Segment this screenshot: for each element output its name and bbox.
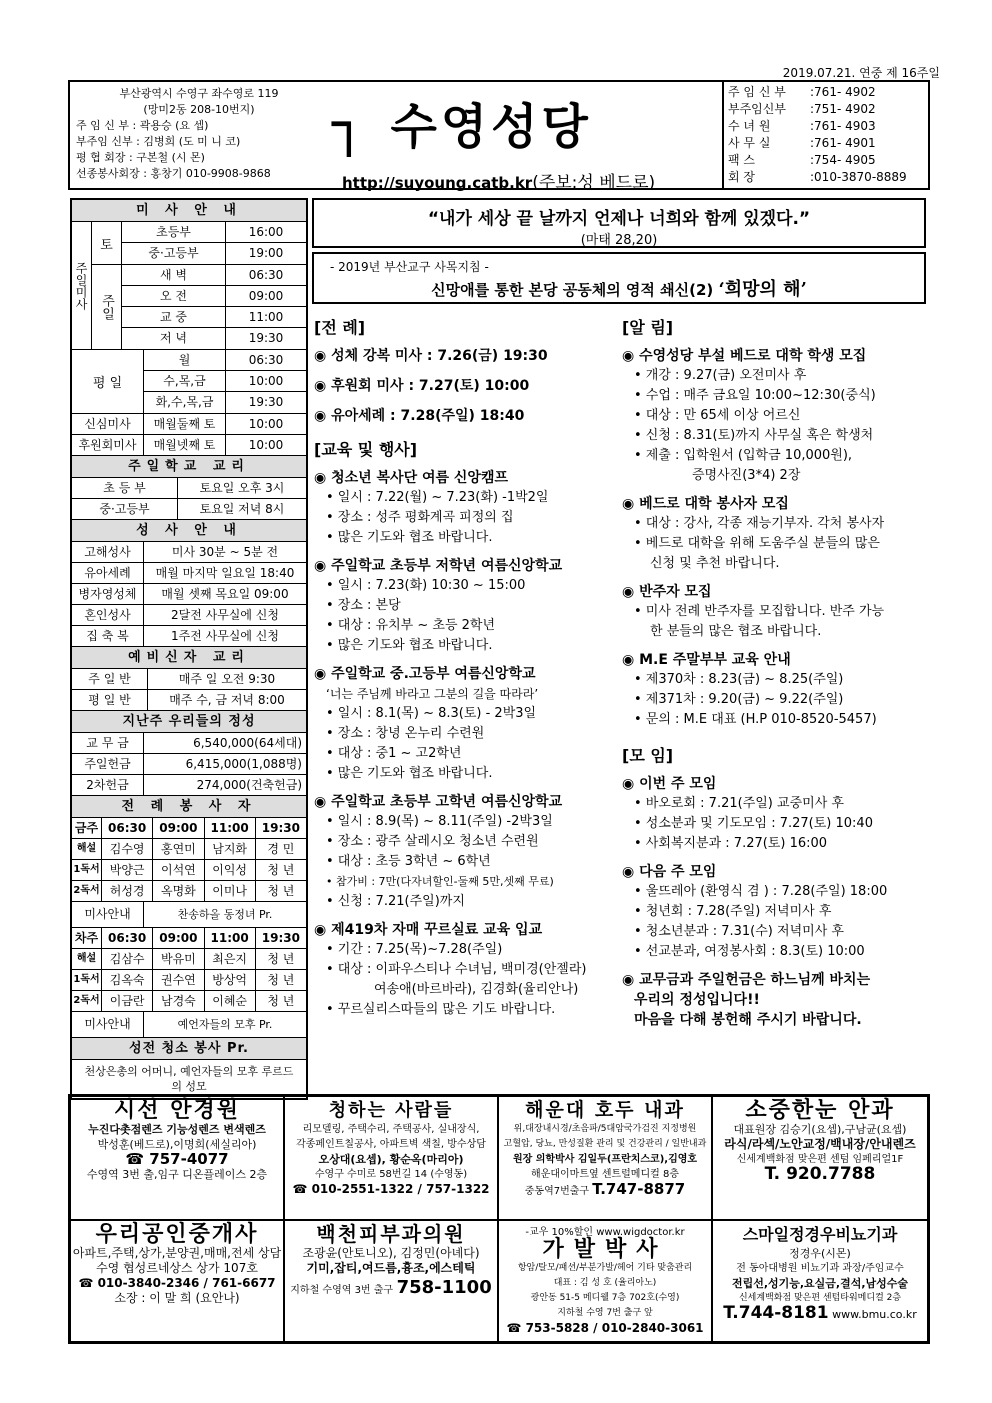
server-name: 이미나 [205, 881, 256, 901]
ad-foot: www.bmu.co.kr [832, 1308, 917, 1321]
notice-line: • 제370차 : 8.23(금) ~ 8.25(주일) [634, 672, 844, 687]
server-time: 09:00 [153, 928, 204, 948]
meeting-line: • 울뜨레아 (환영식 겸 ) : 7.28(주일) 18:00 [634, 884, 888, 899]
edu-title: [교육 및 행사] [314, 440, 418, 459]
motto-accent: ‘희망의 해’ [718, 279, 807, 300]
ad-box [70, 1220, 284, 1342]
offering-amount: 274,000(건축헌금) [196, 778, 302, 792]
notice-line: • 대상 : 만 65세 이상 어르신 [634, 408, 801, 423]
server-name: 남경숙 [153, 991, 204, 1011]
contact-number: 754- 4905 [814, 153, 876, 167]
server-name: 김삼수 [102, 949, 153, 969]
mass-name: 새 벽 [122, 265, 226, 285]
mass-time: 19:30 [248, 331, 284, 345]
server-name: 김수영 [102, 839, 153, 859]
notice-line: • 신청 : 8.31(토)까지 사무실 혹은 학생처 [634, 428, 874, 443]
council-president-line: 평 협 회장 : 구본철 (시 몬) [76, 151, 205, 164]
sunday-label: 주일 [92, 265, 122, 349]
server-time: 06:30 [102, 818, 153, 838]
event-title: ◉ 주일학교 초등부 저학년 여름신앙학교 [314, 558, 563, 574]
mass-time: 16:00 [248, 225, 284, 239]
special-mass-row [72, 435, 306, 456]
event-title: ◉ 주일학교 초등부 고학년 여름신앙학교 [314, 794, 563, 810]
notice-item-title: ◉ 반주자 모집 [622, 584, 712, 600]
ad-phone: ☎ 757-4077 [125, 1150, 229, 1168]
ad-name: 우리공인중개사 [95, 1221, 259, 1247]
sacrament-name: 혼인성사 [72, 605, 144, 625]
ad-name: 해운대 호두 내과 [525, 1099, 685, 1121]
event-title: ◉ 청소년 복사단 여름 신앙캠프 [314, 470, 508, 486]
ad-box [284, 1220, 498, 1342]
class-time: 토요일 저녁 8시 [199, 502, 285, 516]
contact-row: 주 임 신 부 : 761- 4902 [728, 85, 876, 99]
ad-name: 시선 안경원 [114, 1098, 240, 1123]
server-name: 이금란 [102, 991, 153, 1011]
ad-name: 소중한눈 안과 [745, 1098, 895, 1123]
ad-box [712, 1220, 928, 1342]
server-time: 19:30 [261, 931, 300, 945]
server-role: 해설 [72, 839, 102, 859]
notice-line: • 제출 : 입학원서 (입학금 10,000원), [634, 448, 853, 463]
ad-name: 청하는 사람들 [328, 1100, 454, 1121]
contact-list [722, 82, 930, 188]
server-name: 청 년 [267, 863, 295, 877]
ad-line: 박성훈(베드로),이명희(세실리아) [97, 1138, 257, 1151]
server-name: 청 년 [267, 952, 295, 966]
event-line: • 기간 : 7.25(목)~7.28(주일) [326, 942, 503, 957]
sunday-mass-label: 주일미사 [72, 222, 92, 349]
event-line: • 꾸르실리스따들의 많은 기도 바랍니다. [326, 1002, 556, 1017]
ad-line: -교우 10%할인 www.wigdoctor.kr [525, 1227, 685, 1238]
liturgy-item: ◉ 성체 강복 미사 : 7.26(금) 19:30 [314, 348, 548, 364]
sacrament-info: 2달전 사무실에 신청 [170, 608, 279, 622]
ad-line: 지하철 수영 7번 출구 앞 [557, 1308, 653, 1318]
event-line: • 참가비 : 7만(다자녀할인-둘째 5만,셋째 무료) [326, 875, 554, 888]
pastoral-motto [312, 252, 926, 304]
notice-line: • 문의 : M.E 대표 (H.P 010-8520-5457) [634, 712, 877, 727]
server-name: 이익성 [205, 860, 256, 880]
liturgy-item: ◉ 유아세례 : 7.28(주일) 18:40 [314, 408, 525, 424]
special-mass-name: 신심미사 [72, 414, 144, 434]
event-title: ◉ 주일학교 중.고등부 여름신앙학교 [314, 666, 536, 682]
contact-number: 761- 4903 [814, 119, 876, 133]
class-name: 평 일 반 [72, 690, 148, 710]
website[interactable] [342, 168, 655, 193]
event-line: • 많은 기도와 협조 바랍니다. [326, 766, 493, 781]
address-detail: (망미2동 208-10번지) [143, 103, 255, 116]
ad-line: 해운대이마트옆 센트럴메디컬 8층 [531, 1169, 679, 1180]
contact-label: 부주임신부 [728, 102, 786, 116]
ad-box [70, 1096, 284, 1220]
ad-line: 수영구 수미로 58번길 14 (수영동) [314, 1169, 468, 1180]
special-mass-day: 매월둘째 토 [144, 414, 226, 434]
server-name: 청 년 [267, 884, 295, 898]
ad-phone: ☎ 010-3840-2346 / 761-6677 [78, 1276, 276, 1290]
event-line: 여송애(바르바라), 김경화(율리안나) [374, 982, 579, 997]
motto-subtitle: - 2019년 부산교구 사목지침 - [330, 260, 489, 274]
meeting-line: • 사회복지분과 : 7.27(토) 16:00 [634, 836, 828, 851]
server-name: 최은지 [205, 949, 256, 969]
guide-value: 찬송하올 동정녀 Pr. [177, 908, 273, 921]
mass-name: 중·고등부 [122, 243, 226, 264]
sacrament-info: 매월 마지막 일요일 18:40 [155, 566, 295, 580]
special-mass-time: 10:00 [248, 417, 284, 431]
server-name: 권수연 [153, 970, 204, 990]
server-role: 해설 [72, 949, 102, 969]
contact-number: 010-3870-8889 [814, 170, 907, 184]
ad-phone: T.747-8877 [592, 1180, 686, 1198]
event-line: • 많은 기도와 협조 바랍니다. [326, 530, 493, 545]
contact-number: 761- 4902 [814, 85, 876, 99]
meeting-line: • 성소분과 및 기도모임 : 7.27(토) 10:40 [634, 816, 873, 831]
mass-section-title: 미 사 안 내 [72, 200, 306, 222]
server-name: 허성경 [102, 881, 153, 901]
meeting-item-title: ◉ 이번 주 모임 [622, 776, 717, 792]
notice-title: [알 림] [622, 318, 674, 337]
offering-name: 2차헌금 [72, 775, 144, 795]
ad-line: 리모델링, 주택수리, 주택공사, 실내장식, [302, 1124, 480, 1135]
sacrament-name: 유아세례 [72, 563, 144, 583]
quote-reference: (마태 28,20) [580, 233, 658, 248]
notice-item-title: ◉ 베드로 대학 봉사자 모집 [622, 496, 789, 512]
server-name: 경 민 [267, 842, 295, 856]
saturday-label: 토 [92, 222, 122, 264]
ad-line: 원장 의학박사 김일두(프란치스코),김영호 [512, 1154, 698, 1165]
server-name: 박유미 [153, 949, 204, 969]
guide-label: 미사안내 [72, 1012, 144, 1037]
server-role: 1독서 [72, 860, 102, 880]
offering-name: 교 무 금 [72, 733, 144, 753]
contact-label: 수 녀 원 [728, 119, 771, 133]
mass-time: 06:30 [248, 268, 284, 282]
special-mass-name: 후원회미사 [72, 435, 144, 455]
schedule-table [70, 198, 308, 1100]
logo-mark-icon: ┐ [332, 91, 370, 157]
notice-line: • 대상 : 강사, 각종 재능기부자. 각처 봉사자 [634, 516, 885, 531]
sacrament-name: 병자영성체 [72, 584, 144, 604]
mass-time: 19:30 [248, 395, 284, 409]
address-line: 부산광역시 수영구 좌수영로 119 [119, 87, 279, 100]
contact-row: 수 녀 원 : 761- 4903 [728, 119, 876, 133]
ad-line: 정경우(시몬) [789, 1247, 851, 1260]
offering-amount: 6,540,000(64세대) [193, 736, 302, 750]
guide-value: 예언자들의 모후 Pr. [177, 1018, 273, 1031]
event-line: • 많은 기도와 협조 바랍니다. [326, 638, 493, 653]
ad-line: 광안동 51-5 메디웰 7층 702호(수영) [530, 1293, 680, 1303]
ad-line: 수영 협성르네상스 상가 107호 [96, 1261, 258, 1275]
notice-item-title: ◉ M.E 주말부부 교육 안내 [622, 652, 791, 668]
notice-line: 신청 및 추천 바랍니다. [650, 556, 780, 571]
server-name: 청 년 [267, 973, 295, 987]
event-line: • 일시 : 8.1(목) ~ 8.3(토) - 2박3일 [326, 706, 537, 721]
server-name: 김옥숙 [102, 970, 153, 990]
week-label: 금주 [72, 818, 102, 838]
ad-line: 라식/라섹/노안교정/백내장/안내렌즈 [724, 1137, 916, 1151]
weekday-label: 평 일 [72, 350, 144, 413]
contact-row: 팩 스 : 754- 4905 [728, 153, 876, 167]
server-time: 11:00 [205, 928, 256, 948]
event-line: • 장소 : 광주 살레시오 청소년 수련원 [326, 834, 539, 849]
event-line: • 일시 : 7.22(월) ~ 7.23(화) -1박2일 [326, 490, 549, 505]
event-line: ‘너는 주님께 바라고 그분의 길을 따라라’ [326, 687, 539, 701]
ad-line: 전립선,성기능,요실금,결석,남성수술 [731, 1277, 909, 1290]
catechumen-title: 예비신자 교리 [72, 647, 306, 669]
server-role: 2독서 [72, 991, 102, 1011]
sacrament-info: 미사 30분 ~ 5분 전 [171, 545, 279, 559]
cleaning-title: 성전 청소 봉사 Pr. [72, 1038, 306, 1060]
class-name: 중·고등부 [72, 499, 178, 519]
ad-line: 아파트,주택,상가,분양권,매매,전세 상담 [72, 1246, 282, 1260]
contact-label: 주 임 신 부 [728, 85, 786, 99]
pastor-line: 주 임 신 부 : 곽용승 (요 셉) [76, 119, 209, 132]
ad-phone: T.744-8181 [723, 1303, 829, 1323]
right-column [622, 312, 928, 1030]
ad-foot: 소장 : 이 말 희 (요안나) [114, 1291, 240, 1305]
parish-logo [332, 88, 592, 157]
notice-line: • 제371차 : 9.20(금) ~ 9.22(주일) [634, 692, 844, 707]
parish-info [70, 82, 322, 188]
notice-item-title: ◉ 수영성당 부설 베드로 대학 학생 모집 [622, 348, 867, 364]
sacrament-name: 고해성사 [72, 542, 144, 562]
mass-day: 수,목,금 [144, 371, 226, 391]
mass-time: 10:00 [248, 374, 284, 388]
ad-box [712, 1096, 928, 1220]
meeting-title: [모 임] [622, 746, 674, 765]
ad-foot: 수영역 3번 출,임구 디온플레이스 2층 [86, 1168, 268, 1181]
ad-line: 대표원장 김승기(요셉),구남균(요셉) [733, 1123, 907, 1136]
server-name: 박양근 [102, 860, 153, 880]
server-role: 1독서 [72, 970, 102, 990]
event-line: • 일시 : 8.9(목) ~ 8.11(주일) -2박3일 [326, 814, 553, 829]
ad-line: 전 동아대병원 비뇨기과 과장/주임교수 [736, 1263, 904, 1274]
sacrament-info: 1주전 사무실에 신청 [170, 629, 279, 643]
weekday-mass-block [72, 350, 306, 414]
server-name: 홍연미 [153, 839, 204, 859]
mass-name: 오 전 [122, 286, 226, 306]
assistant-pastor-line: 부주임 신부 : 김병희 (도 미 니 코) [76, 135, 241, 148]
patron-saint: (주보:성 베드로) [532, 173, 656, 193]
server-name: 이혜순 [205, 991, 256, 1011]
ads-section [68, 1094, 930, 1344]
server-name: 남지화 [205, 839, 256, 859]
event-line: • 대상 : 유치부 ~ 초등 2학년 [326, 618, 496, 633]
contact-row: 회 장 : 010-3870-8889 [728, 170, 907, 184]
offering-name: 주일헌금 [72, 754, 144, 774]
event-line: • 대상 : 중1 ~ 고2학년 [326, 746, 462, 761]
ad-phone: ☎ 753-5828 / 010-2840-3061 [506, 1321, 704, 1335]
server-name: 옥명화 [153, 881, 204, 901]
contact-label: 사 무 실 [728, 136, 771, 150]
event-line: • 대상 : 초등 3학년 ~ 6학년 [326, 854, 491, 869]
liturgy-item: ◉ 후원회 미사 : 7.27(토) 10:00 [314, 378, 530, 394]
logo-text: 수영성당 [390, 99, 592, 155]
ad-phone: 758-1100 [396, 1277, 492, 1298]
sacrament-name: 집 축 복 [72, 626, 144, 646]
notice-line: • 베드로 대학을 위해 도움주실 분들의 많은 [634, 536, 880, 551]
event-line: • 신청 : 7.21(주일)까지 [326, 894, 465, 909]
ad-line: 중동역7번출구 [524, 1186, 590, 1197]
guide-label: 미사안내 [72, 902, 144, 927]
ad-phone: ☎ 010-2551-1322 / 757-1322 [292, 1182, 490, 1196]
ad-line: 고혈압, 당뇨, 만성질환 관리 및 건강관리 / 일반내과 [503, 1139, 707, 1149]
meeting-item-title: ◉ 교무금과 주일헌금은 하느님께 바치는 [622, 972, 871, 988]
event-line: • 장소 : 성주 평화계곡 피정의 집 [326, 510, 514, 525]
mass-time: 06:30 [248, 353, 284, 367]
ad-line: 기미,잡티,여드름,흉조,에스테틱 [306, 1261, 476, 1275]
ad-line: 오상대(요셉), 황순옥(마리아) [318, 1153, 464, 1166]
ad-box [498, 1096, 712, 1220]
sacrament-info: 매월 셋째 목요일 09:00 [161, 587, 289, 601]
ad-line: 신세계백화점 맞은편 센텀 임페리얼1F [736, 1154, 904, 1165]
special-mass-day: 매월넷째 토 [144, 435, 226, 455]
funeral-service-line: 선종봉사회장 : 홍창기 010-9908-9868 [76, 167, 271, 180]
meeting-line: • 청소년분과 : 7.31(수) 저녁미사 후 [634, 924, 844, 939]
contact-label: 회 장 [728, 170, 755, 184]
mass-time: 11:00 [248, 310, 284, 324]
contact-row: 사 무 실 : 761- 4901 [728, 136, 876, 150]
meeting-line: • 선교분과, 여정봉사회 : 8.3(토) 10:00 [634, 944, 865, 959]
offering-title: 지난주 우리들의 정성 [72, 711, 306, 733]
server-time: 06:30 [102, 928, 153, 948]
ad-box [284, 1096, 498, 1220]
special-mass-row [72, 414, 306, 435]
class-time: 매주 일 오전 9:30 [178, 672, 276, 686]
notice-line: 증명사진(3*4) 2장 [692, 468, 801, 483]
meeting-line: • 청년회 : 7.28(주일) 저녁미사 후 [634, 904, 832, 919]
ad-line: 누진다촛점렌즈 기능성렌즈 변색렌즈 [88, 1123, 266, 1136]
class-time: 토요일 오후 3시 [199, 481, 285, 495]
event-line: • 장소 : 본당 [326, 598, 401, 613]
meeting-line: • 바오로회 : 7.21(주일) 교중미사 후 [634, 796, 844, 811]
liturgy-title: [전 례] [314, 318, 366, 337]
website-url[interactable]: http://suyoung.catb.kr [342, 174, 533, 192]
mass-name: 저 녁 [122, 328, 226, 349]
server-time: 09:00 [153, 818, 204, 838]
ad-name: 스마일정경우비뇨기과 [742, 1225, 898, 1244]
ad-name: 가발박사 [542, 1237, 668, 1262]
ad-line: 조광윤(안토니오), 김정민(아녜다) [302, 1246, 480, 1260]
meeting-line: 우리의 정성입니다!! [634, 992, 760, 1008]
server-name: 청 년 [267, 994, 295, 1008]
issue-date: 2019.07.21. 연중 제 16주일 [782, 66, 940, 80]
quote-text: “내가 세상 끝 날까지 언제나 너희와 함께 있겠다.” [427, 209, 811, 229]
mass-time: 19:00 [248, 246, 284, 260]
notice-line: • 수업 : 매주 금요일 10:00~12:30(중식) [634, 388, 876, 403]
ad-line: 위,대장내시경/초음파/5대암국가검진 지정병원 [513, 1124, 697, 1134]
event-title: ◉ 제419차 자매 꾸르실료 교육 입교 [314, 922, 543, 938]
notice-line: • 미사 전례 반주자를 모집합니다. 반주 가능 [634, 604, 885, 619]
mass-name: 교 중 [122, 307, 226, 327]
server-time: 11:00 [205, 818, 256, 838]
sunday-school-title: 주일학교 교리 [72, 456, 306, 478]
scripture-quote [312, 198, 926, 248]
servers-title: 전 례 봉 사 자 [72, 796, 306, 818]
contact-row: 부주임신부 : 751- 4902 [728, 102, 876, 116]
ad-line: 신세계백화점 맞은편 센텀타워메디컬 2층 [738, 1293, 902, 1303]
special-mass-time: 10:00 [248, 438, 284, 452]
server-name: 방상억 [205, 970, 256, 990]
server-time: 19:30 [261, 821, 300, 835]
mass-day: 월 [144, 350, 226, 370]
ad-line: 대표 : 김 성 호 (율리아노) [553, 1278, 657, 1288]
ad-phone: T. 920.7788 [764, 1164, 876, 1184]
offering-amount: 6,415,000(1,088명) [185, 757, 302, 771]
class-name: 초 등 부 [72, 478, 178, 498]
mass-name: 초등부 [122, 222, 226, 242]
meeting-line: 마음을 다해 봉헌해 주시기 바랍니다. [634, 1012, 862, 1028]
event-line: • 일시 : 7.23(화) 10:30 ~ 15:00 [326, 578, 526, 593]
ad-line: 각종페인트칠공사, 아파트벽 색칠, 방수상담 [296, 1139, 486, 1150]
class-time: 매주 수, 금 저녁 8:00 [169, 693, 285, 707]
sacrament-title: 성 사 안 내 [72, 520, 306, 542]
center-column [314, 312, 614, 1020]
logo-area [322, 82, 722, 193]
week-label: 차주 [72, 928, 102, 948]
mass-day: 화,수,목,금 [144, 392, 226, 413]
sunday-mass-block [72, 222, 306, 350]
event-line: • 장소 : 창녕 온누리 수련원 [326, 726, 485, 741]
notice-line: • 개강 : 9.27(금) 오전미사 후 [634, 368, 807, 383]
mass-time: 09:00 [248, 289, 284, 303]
meeting-item-title: ◉ 다음 주 모임 [622, 864, 717, 880]
cleaning-text: 천상은총의 어머니, 예언자들의 모후 루르드의 성모 [84, 1065, 294, 1093]
server-name: 이석연 [153, 860, 204, 880]
contact-number: 761- 4901 [814, 136, 876, 150]
class-name: 주 일 반 [72, 669, 148, 689]
contact-label: 팩 스 [728, 153, 755, 167]
ad-name: 백천피부과의원 [316, 1222, 466, 1246]
motto-main: 신망애를 통한 본당 공동체의 영적 쇄신(2) [431, 281, 714, 299]
ad-foot: 지하철 수영역 3번 출구 [290, 1285, 394, 1296]
ad-box [498, 1220, 712, 1342]
ad-line: 항암/탈모/패션/부분가발/헤어 기타 맞춤관리 [517, 1263, 693, 1273]
server-role: 2독서 [72, 881, 102, 901]
notice-line: 한 분들의 많은 협조 바랍니다. [650, 624, 822, 639]
event-line: • 대상 : 이파우스티나 수녀님, 백미경(안젤라) [326, 962, 587, 977]
masthead [68, 80, 930, 193]
contact-number: 751- 4902 [814, 102, 876, 116]
